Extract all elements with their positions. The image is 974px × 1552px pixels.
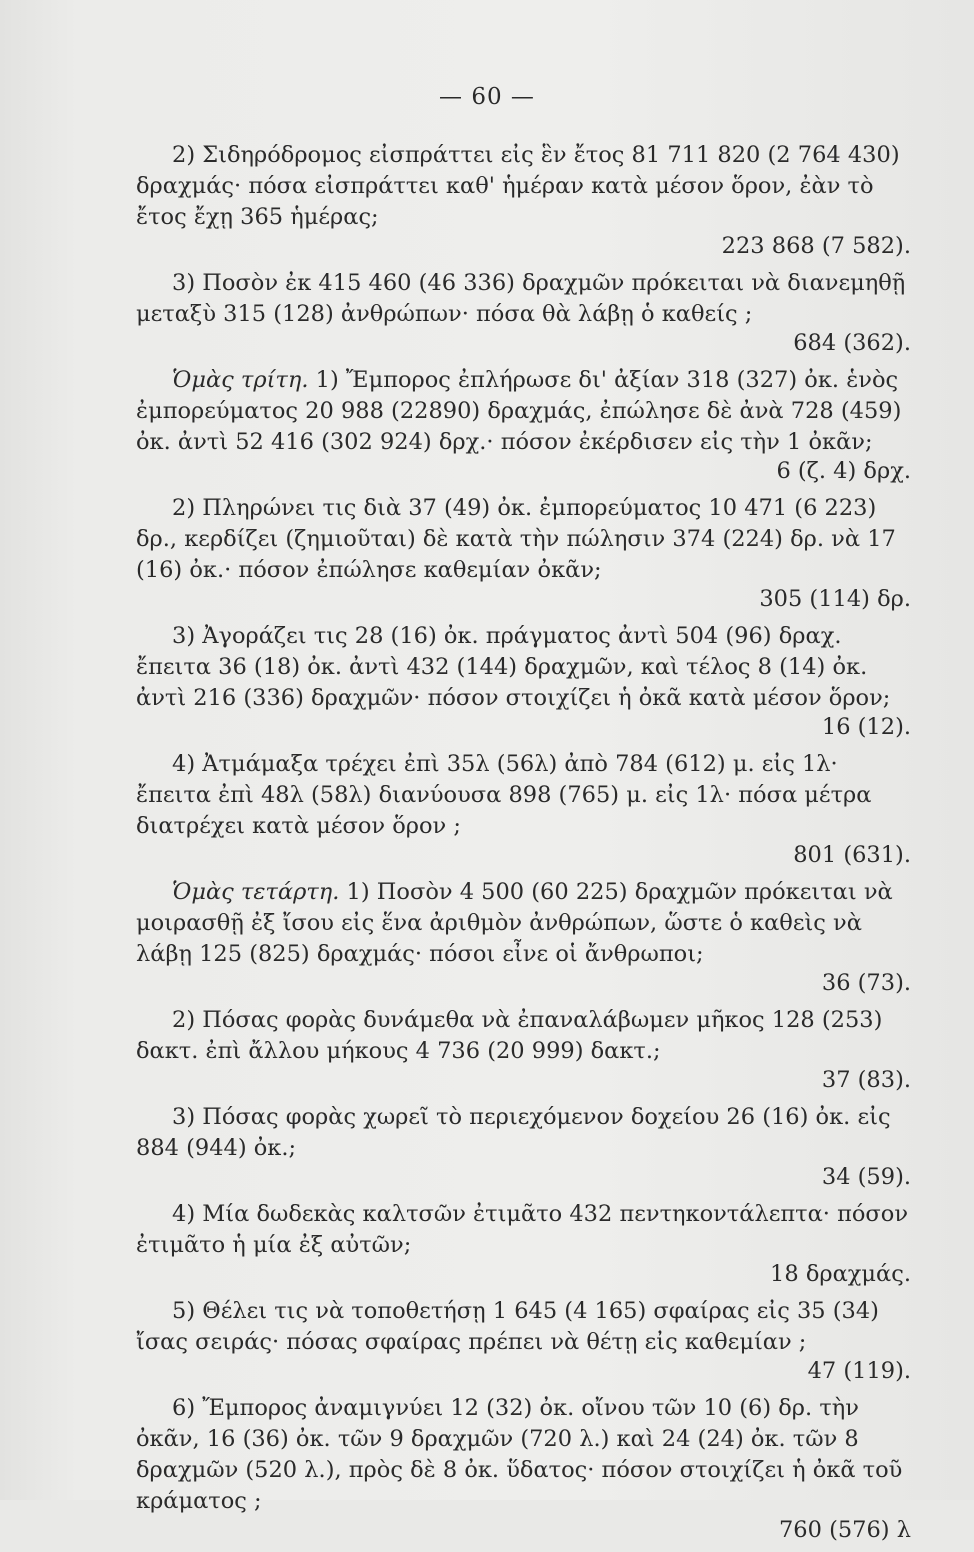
problem-text: 4) Ἀτμάμαξα τρέχει ἐπὶ 35λ (56λ) ἀπὸ 784 (612) μ. εἰς 1λ· ἔπειτα ἐπὶ 48λ (58λ) διανύουσα 898 (765) μ. εἰς 1λ· πόσα μέτρα διατρέχει κατὰ μέσον ὅρον ; (136, 751, 872, 839)
answer: 18 δραχμάς. (770, 1261, 911, 1287)
answer: 37 (83). (821, 1067, 911, 1093)
answer: 16 (12). (821, 714, 911, 740)
answer: 305 (114) δρ. (759, 586, 911, 612)
problem-paragraph (136, 1296, 911, 1387)
answer: 47 (119). (807, 1358, 911, 1384)
problem-text: 1) Ἔμπορος ἐπλήρωσε δι' ἀξίαν 318 (327) ὀκ. ἑνὸς ἐμπορεύματος 20 988 (22890) δραχμάς, ἐπώλησε δὲ ἀνὰ 728 (459) ὀκ. ἀντὶ 52 416 (302 924) δρχ.· πόσον ἐκέρδισεν εἰς τὴν 1 ὀκᾶν; (136, 367, 902, 455)
problem-paragraph (136, 493, 911, 615)
problem-paragraph (136, 1102, 911, 1193)
group-paragraph (136, 365, 911, 487)
problem-text: 5) Θέλει τις νὰ τοποθετήσῃ 1 645 (4 165) σφαίρας εἰς 35 (34) ἴσας σειράς· πόσας σφαίρας πρέπει νὰ θέτῃ εἰς καθεμίαν ; (136, 1298, 879, 1355)
answer: 6 (ζ. 4) δρχ. (776, 458, 911, 484)
page-number: — 60 — (439, 84, 535, 110)
answer: 34 (59). (821, 1164, 911, 1190)
problem-paragraph (136, 621, 911, 743)
answer: 684 (362). (793, 330, 911, 356)
answer: 760 (576) λ (778, 1517, 911, 1543)
problem-text: 6) Ἔμπορος ἀναμιγνύει 12 (32) ὀκ. οἴνου τῶν 10 (6) δρ. τὴν ὀκᾶν, 16 (36) ὀκ. τῶν 9 δραχμῶν (720 λ.) καὶ 24 (24) ὀκ. τῶν 8 δραχμῶν (520 λ.), πρὸς δὲ 8 ὀκ. ὕδατος· πόσον στοιχίζει ἡ ὀκᾶ τοῦ κράματος ; (136, 1395, 903, 1514)
problem-text: 2) Πληρώνει τις διὰ 37 (49) ὀκ. ἐμπορεύματος 10 471 (6 223) δρ., κερδίζει (ζημιοῦται) δὲ κατὰ τὴν πώλησιν 374 (224) δρ. νὰ 17 (16) ὀκ.· πόσον ἐπώλησε καθεμίαν ὀκᾶν; (136, 495, 896, 583)
answer: 801 (631). (793, 842, 911, 868)
problem-paragraph (136, 749, 911, 871)
problem-text: 2) Πόσας φορὰς δυνάμεθα νὰ ἐπαναλάβωμεν μῆκος 128 (253) δακτ. ἐπὶ ἄλλου μήκους 4 736 (20 999) δακτ.; (136, 1007, 883, 1064)
problem-text: 3) Ποσὸν ἐκ 415 460 (46 336) δραχμῶν πρόκειται νὰ διανεμηθῇ μεταξὺ 315 (128) ἀνθρώπων· πόσα θὰ λάβῃ ὁ καθείς ; (136, 270, 906, 327)
exercise-list (136, 140, 911, 1552)
problem-paragraph (136, 1005, 911, 1096)
problem-paragraph (136, 140, 911, 262)
group-title: Ὁμὰς τετάρτη. (172, 879, 340, 905)
problem-text: 2) Σιδηρόδρομος εἰσπράττει εἰς ἓν ἔτος 81 711 820 (2 764 430) δραχμάς· πόσα εἰσπράττει καθ' ἡμέραν κατὰ μέσον ὅρον, ἐὰν τὸ ἔτος ἔχῃ 365 ἡμέρας; (136, 142, 900, 230)
problem-paragraph (136, 1393, 911, 1546)
problem-text: 3) Ἀγοράζει τις 28 (16) ὀκ. πράγματος ἀντὶ 504 (96) δραχ. ἔπειτα 36 (18) ὀκ. ἀντὶ 432 (144) δραχμῶν, καὶ τέλος 8 (14) ὀκ. ἀντὶ 216 (336) δραχμῶν· πόσον στοιχίζει ἡ ὀκᾶ κατὰ μέσον ὅρον; (136, 623, 891, 711)
group-title: Ὁμὰς τρίτη. (172, 367, 309, 393)
answer: 223 868 (7 582). (721, 233, 911, 259)
answer: 36 (73). (821, 970, 911, 996)
problem-paragraph (136, 1199, 911, 1290)
problem-text: 3) Πόσας φορὰς χωρεῖ τὸ περιεχόμενον δοχείου 26 (16) ὀκ. εἰς 884 (944) ὀκ.; (136, 1104, 891, 1161)
group-paragraph (136, 877, 911, 999)
problem-paragraph (136, 268, 911, 359)
problem-text: 4) Μία δωδεκὰς καλτσῶν ἐτιμᾶτο 432 πεντηκοντάλεπτα· πόσον ἐτιμᾶτο ἡ μία ἐξ αὐτῶν; (136, 1201, 909, 1258)
problem-text: 1) Ποσὸν 4 500 (60 225) δραχμῶν πρόκειται νὰ μοιρασθῇ ἐξ ἴσου εἰς ἕνα ἀριθμὸν ἀνθρώπων, ὥστε ὁ καθεὶς νὰ λάβῃ 125 (825) δραχμάς· πόσοι εἶνε οἱ ἄνθρωποι; (136, 879, 893, 967)
